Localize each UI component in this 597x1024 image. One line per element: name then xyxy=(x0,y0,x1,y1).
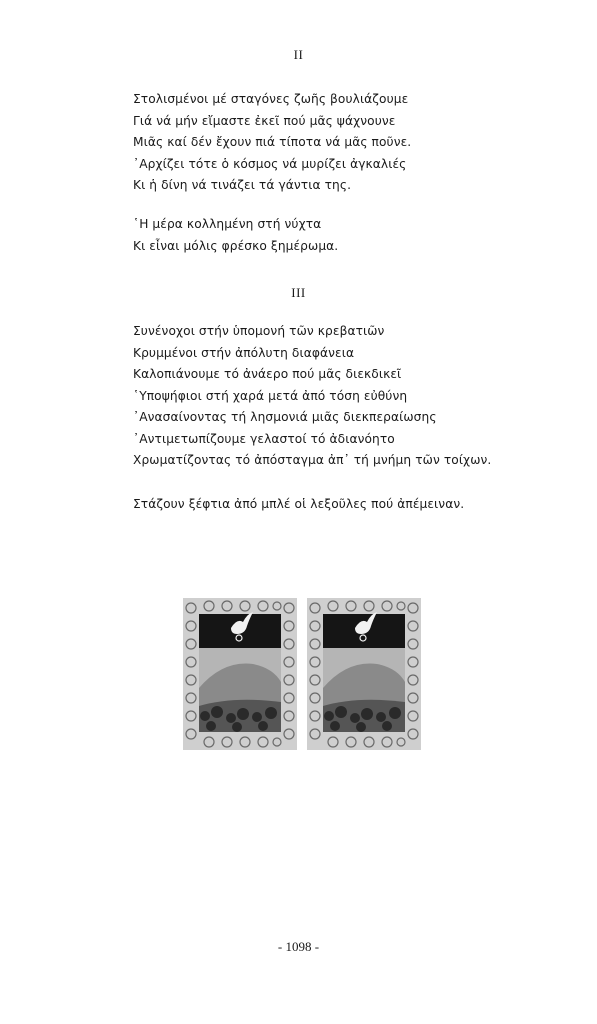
section-heading-3: III xyxy=(291,285,306,300)
poem-line: Στάζουν ξέφτια ἀπό μπλέ οἱ λεξοῦλες πού ἀπέμειναν. xyxy=(133,497,465,511)
poem-line: ᾿Ανασαίνοντας τή λησμονιά μιᾶς διεκπεραίωσης xyxy=(133,410,437,424)
page-number: - 1098 - xyxy=(277,939,320,954)
poem-line: Καλοπιάνουμε τό ἀνάερο πού μᾶς διεκδικεῖ xyxy=(133,367,402,381)
poem-line: Συνένοχοι στήν ὑπομονή τῶν κρεβατιῶν xyxy=(133,324,385,338)
poem-line: Στολισμένοι μέ σταγόνες ζωῆς βουλιάζουμε xyxy=(133,92,409,106)
landscape-bird-image xyxy=(307,598,421,750)
poem-line: Κι εἶναι μόλις φρέσκο ξημέρωμα. xyxy=(133,238,339,253)
poem-line: Κι ἡ δίνη νά τινάζει τά γάντια της. xyxy=(133,178,352,192)
poem-line: Κρυμμένοι στήν ἀπόλυτη διαφάνεια xyxy=(133,345,355,360)
stanza-2-1 xyxy=(133,89,563,197)
illustration xyxy=(183,598,421,750)
stanza-3-1 xyxy=(133,321,563,472)
poem-line: ᾿Αντιμετωπίζουμε γελαστοί τό ἀδιανόητο xyxy=(133,431,395,446)
illustration-left-panel xyxy=(183,598,297,750)
poem-line: Χρωματίζοντας τό ἀπόσταγμα ἀπ᾿ τή μνήμη τῶν τοίχων. xyxy=(133,453,492,467)
poem-line: ῾Υποψήφιοι στή χαρά μετά ἀπό τόση εὐθύνη xyxy=(133,388,408,403)
stanza-3-2 xyxy=(133,494,563,516)
poem-line: Μιᾶς καί δέν ἔχουν πιά τίποτα νά μᾶς ποῦνε. xyxy=(133,135,412,149)
poem-line: ῾Η μέρα κολλημένη στή νύχτα xyxy=(133,217,322,231)
illustration-right-panel xyxy=(307,598,421,750)
poem-line: Γιά νά μήν εἴμαστε ἐκεῖ πού μᾶς ψάχνουνε xyxy=(133,113,396,128)
stanza-2-2 xyxy=(133,214,563,257)
poem-line: ᾿Αρχίζει τότε ὁ κόσμος νά μυρίζει ἀγκαλιές xyxy=(133,156,407,171)
section-heading-2: II xyxy=(293,47,304,62)
landscape-bird-image xyxy=(183,598,297,750)
